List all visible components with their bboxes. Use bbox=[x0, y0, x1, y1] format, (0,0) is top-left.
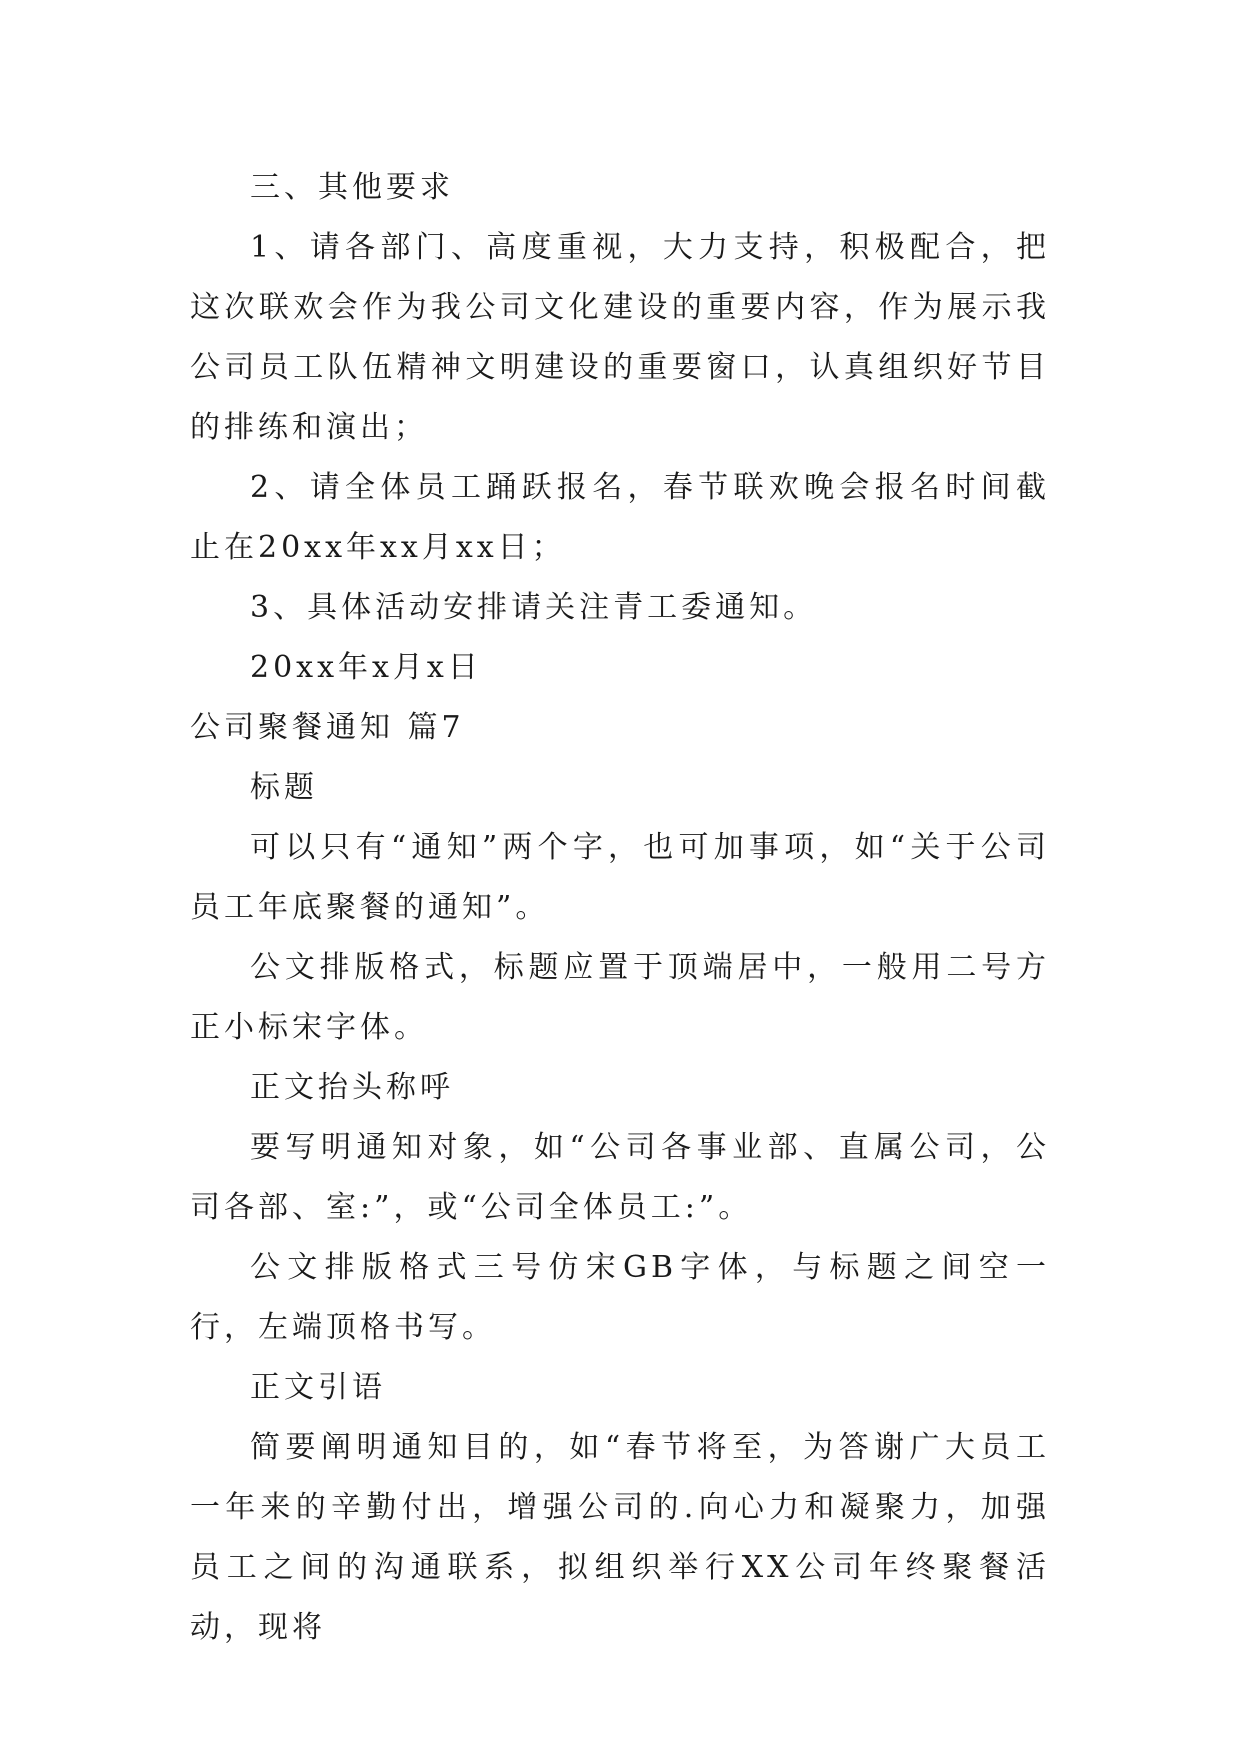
requirement-item-2: 2、请全体员工踊跃报名，春节联欢晚会报名时间截止在20xx年xx月xx日； bbox=[190, 470, 1050, 565]
paragraph-introduction-content: 简要阐明通知目的，如“春节将至，为答谢广大员工一年来的辛勤付出，增强公司的.向心力和凝聚力，加强员工之间的沟通联系，拟组织举行XX公司年终聚餐活动，现将 bbox=[190, 1430, 1050, 1645]
article-title: 公司聚餐通知 篇7 bbox=[190, 710, 465, 745]
date-line: 20xx年x月x日 bbox=[250, 650, 482, 685]
paragraph-salutation-content: 要写明通知对象，如“公司各事业部、直属公司，公司各部、室:”，或“公司全体员工:”。 bbox=[190, 1130, 1050, 1225]
subheading-salutation: 正文抬头称呼 bbox=[250, 1070, 454, 1105]
requirement-item-1: 1、请各部门、高度重视，大力支持，积极配合，把这次联欢会作为我公司文化建设的重要内容，作为展示我公司员工队伍精神文明建设的重要窗口，认真组织好节目的排练和演出； bbox=[190, 230, 1050, 445]
section-heading-other-requirements: 三、其他要求 bbox=[250, 170, 454, 205]
paragraph-title-format: 公文排版格式，标题应置于顶端居中，一般用二号方正小标宋字体。 bbox=[190, 950, 1050, 1045]
subheading-introduction: 正文引语 bbox=[250, 1370, 386, 1405]
requirement-item-3: 3、具体活动安排请关注青工委通知。 bbox=[250, 590, 818, 625]
subheading-title: 标题 bbox=[250, 770, 318, 805]
document-body bbox=[190, 158, 1050, 1658]
paragraph-salutation-format: 公文排版格式三号仿宋GB字体，与标题之间空一行，左端顶格书写。 bbox=[190, 1250, 1050, 1345]
paragraph-title-content: 可以只有“通知”两个字，也可加事项，如“关于公司员工年底聚餐的通知”。 bbox=[190, 830, 1050, 925]
